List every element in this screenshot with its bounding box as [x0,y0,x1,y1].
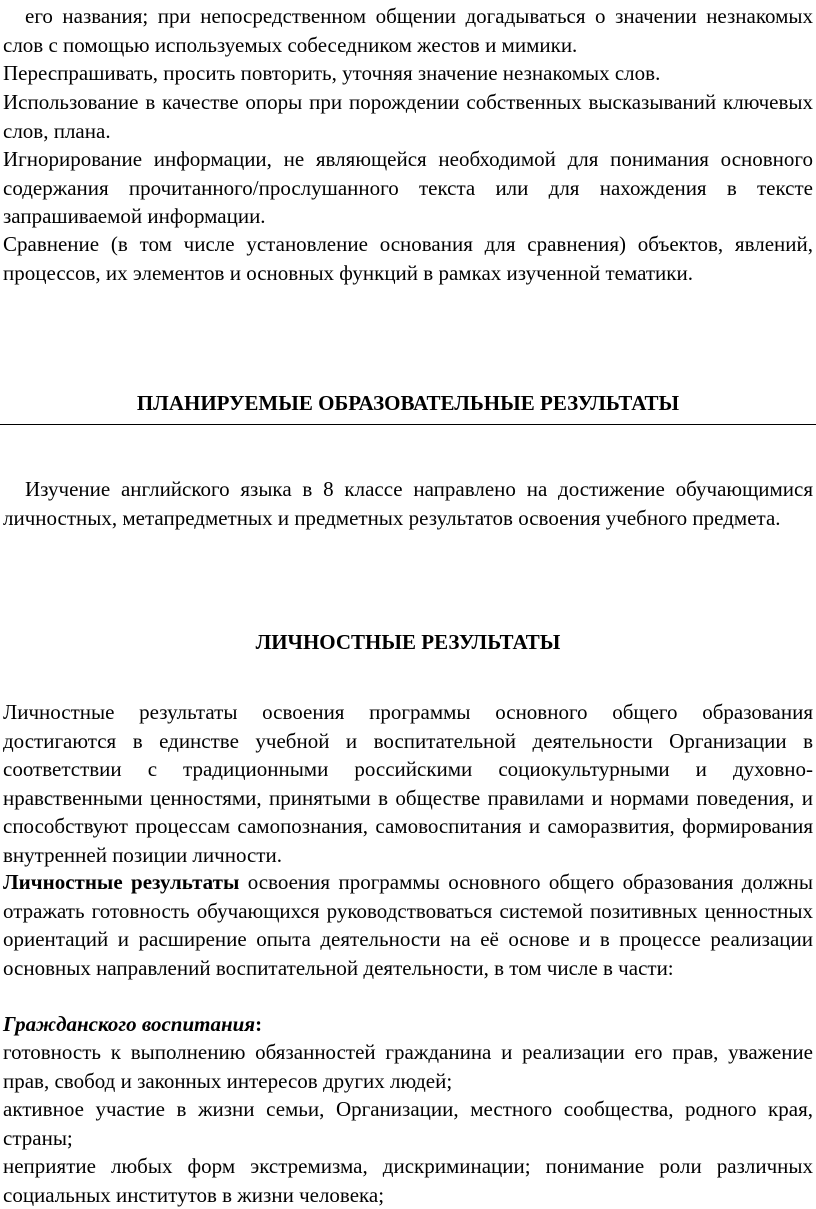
civic-heading-text: Гражданского воспитания [3,1012,256,1036]
civic-item-3: неприятие любых форм экстремизма, дискриминации; понимание роли различных социальных институтов в жизни человека; [3,1154,813,1207]
personal-results-lead-paragraph [3,868,813,982]
subsection-heading: ЛИЧНОСТНЫЕ РЕЗУЛЬТАТЫ [255,630,561,654]
section-heading: ПЛАНИРУЕМЫЕ ОБРАЗОВАТЕЛЬНЫЕ РЕЗУЛЬТАТЫ [136,391,680,415]
personal-results-paragraph: Личностные результаты освоения программы основного общего образования достигаются в единстве учебной и воспитательной деятельности Организации в соответствии с традиционными российскими социокультурными и духовно-нравственными ценностями, принятыми в обществе правилами и нормами поведения, и способствуют процессам самопознания, самовоспитания и саморазвития, формирования внутренней позиции личности. [3,700,813,867]
personal-results-lead-bold: Личностные результаты [3,870,240,894]
personal-results-lead-rest: освоения программы основного общего образования должны отражать готовность обучающихся руководствоваться системой позитивных ценностных ориентаций и расширение опыта деятельности на её основе и в процессе реализации основных направлений воспитательной деятельности, в том числе в части: [3,870,813,980]
civic-heading-colon: : [255,1012,263,1036]
intro-paragraph-4: Игнорирование информации, не являющейся необходимой для понимания основного содержания прочитанного/прослушанного текста или для нахождения в тексте запрашиваемой информации. [3,147,813,228]
intro-paragraph-3: Использование в качестве опоры при порождении собственных высказываний ключевых слов, плана. [3,90,813,143]
intro-paragraph-5: Сравнение (в том числе установление основания для сравнения) объектов, явлений, процессов, их элементов и основных функций в рамках изученной тематики. [3,232,813,285]
civic-item-1: готовность к выполнению обязанностей гражданина и реализации его прав, уважение прав, свобод и законных интересов других людей; [3,1040,813,1093]
section-intro-paragraph: Изучение английского языка в 8 классе направлено на достижение обучающимися личностных, метапредметных и предметных результатов освоения учебного предмета. [3,477,813,530]
intro-paragraph-2: Переспрашивать, просить повторить, уточняя значение незнакомых слов. [3,61,661,85]
section-divider [0,424,816,425]
intro-paragraph-1: его названия; при непосредственном общении догадываться о значении незнакомых слов с помощью используемых собеседником жестов и мимики. [3,4,813,57]
civic-education-heading [3,1010,813,1039]
civic-item-2: активное участие в жизни семьи, Организации, местного сообщества, родного края, страны; [3,1097,813,1150]
